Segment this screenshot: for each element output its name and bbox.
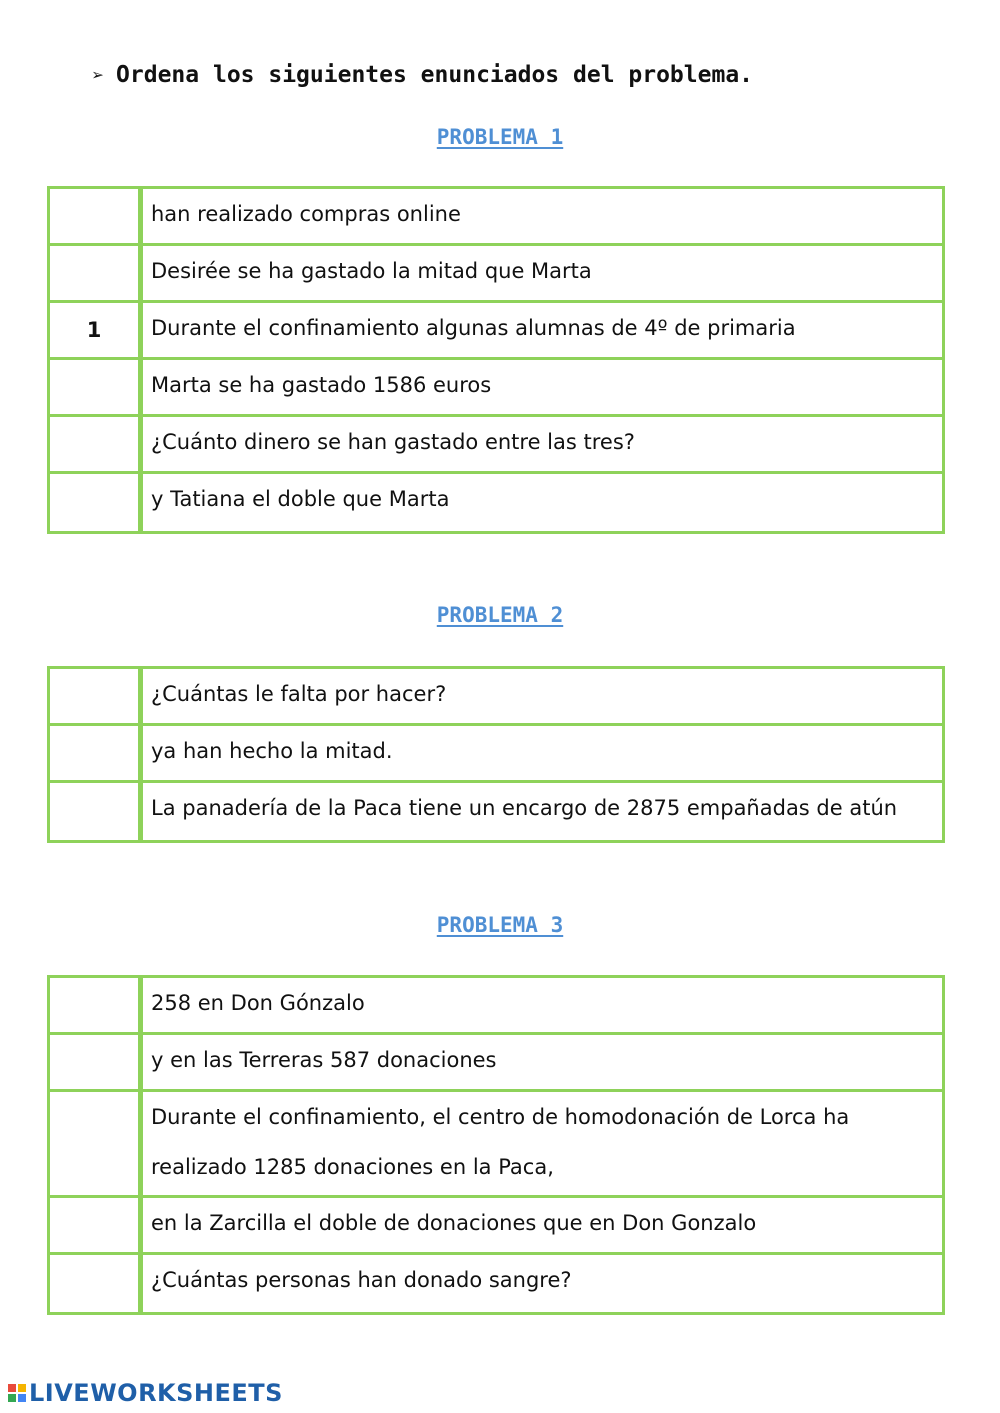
order-number-input[interactable] [50, 360, 142, 414]
problem-1-title: PROBLEMA 1 [436, 125, 564, 149]
liveworksheets-logo [8, 1379, 283, 1407]
table-row [50, 360, 942, 417]
statement-text: ya han hecho la mitad. [142, 726, 942, 780]
order-number-input[interactable] [50, 1198, 142, 1252]
instruction-text: Ordena los siguientes enunciados del problema. [116, 62, 754, 88]
order-number-input[interactable] [50, 1255, 142, 1312]
problem-1-table [47, 186, 945, 534]
statement-text: La panadería de la Paca tiene un encargo de 2875 empañadas de atún [142, 783, 942, 840]
statement-text: ¿Cuántas personas han donado sangre? [142, 1255, 942, 1312]
colored-blocks-icon [8, 1384, 26, 1402]
problem-3-table [47, 975, 945, 1315]
problem-2-title: PROBLEMA 2 [436, 603, 564, 627]
statement-text: 258 en Don Gónzalo [142, 978, 942, 1032]
order-number-input[interactable] [50, 417, 142, 471]
order-number-input[interactable] [50, 726, 142, 780]
problem-3-title: PROBLEMA 3 [436, 913, 564, 937]
statement-text: han realizado compras online [142, 189, 942, 243]
order-number-input[interactable] [50, 1035, 142, 1089]
statement-text: ¿Cuánto dinero se han gastado entre las tres? [142, 417, 942, 471]
instruction-heading [92, 62, 753, 88]
statement-text: Desirée se ha gastado la mitad que Marta [142, 246, 942, 300]
order-number-input[interactable]: 1 [50, 303, 142, 357]
order-number-input[interactable] [50, 783, 142, 840]
problem-2-table [47, 666, 945, 843]
statement-text: ¿Cuántas le falta por hacer? [142, 669, 942, 723]
arrow-bullet-icon: ➢ [92, 63, 105, 87]
table-row [50, 726, 942, 783]
table-row [50, 246, 942, 303]
table-row [50, 669, 942, 726]
table-row [50, 783, 942, 840]
statement-line-1: Durante el confinamiento, el centro de homodonación de Lorca ha [151, 1105, 850, 1129]
order-number-input[interactable] [50, 978, 142, 1032]
statement-text: y en las Terreras 587 donaciones [142, 1035, 942, 1089]
table-row [50, 303, 942, 360]
table-row [50, 474, 942, 531]
order-number-input[interactable] [50, 669, 142, 723]
table-row [50, 1198, 942, 1255]
table-row [50, 189, 942, 246]
logo-text: LIVEWORKSHEETS [29, 1379, 283, 1407]
table-row [50, 978, 942, 1035]
order-number-input[interactable] [50, 1092, 142, 1195]
order-number-input[interactable] [50, 246, 142, 300]
statement-line-2: realizado 1285 donaciones en la Paca, [151, 1155, 554, 1179]
statement-text-multiline [142, 1092, 942, 1195]
order-number-input[interactable] [50, 189, 142, 243]
order-number-input[interactable] [50, 474, 142, 531]
statement-text: Durante el confinamiento algunas alumnas de 4º de primaria [142, 303, 942, 357]
statement-text: y Tatiana el doble que Marta [142, 474, 942, 531]
statement-text: Marta se ha gastado 1586 euros [142, 360, 942, 414]
table-row [50, 417, 942, 474]
table-row [50, 1092, 942, 1198]
table-row [50, 1035, 942, 1092]
table-row [50, 1255, 942, 1312]
statement-text: en la Zarcilla el doble de donaciones que en Don Gonzalo [142, 1198, 942, 1252]
